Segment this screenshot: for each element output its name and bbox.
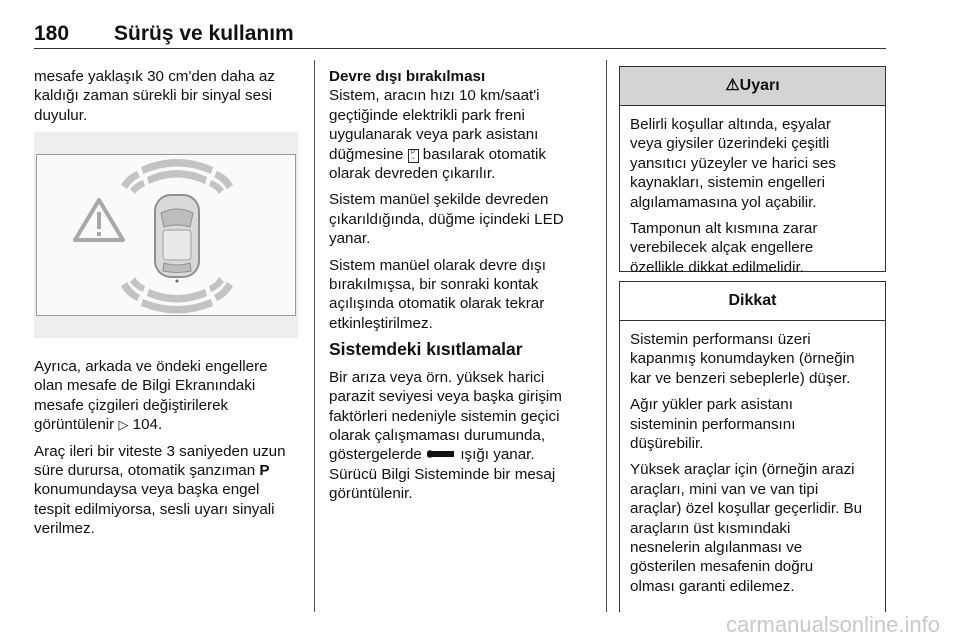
park-assist-indicator-icon — [426, 449, 456, 459]
page-number: 180 — [34, 22, 70, 45]
warning-header — [620, 67, 885, 106]
paragraph-limitations: Bir arıza veya örn. yüksek harici parazit seviyesi veya başka girişim faktörleri nedeniyle sistemin geçici olarak çalışmaması durumunda, göstergelerde ışığı yanar. Sürücü Bilgi Sisteminde bir mesaj görüntülenir. — [329, 368, 562, 503]
caution-paragraph-3: Yüksek araçlar için (örneğin arazi araçları, mini van ve van tipi araçlar) özel koşullar geçerlidir. Bu araçların üst kısmındaki nesnelerin algılanması ve gösterilen mesafenin doğru olması garanti edilemez. — [630, 461, 863, 595]
column-divider-1 — [314, 60, 315, 612]
paragraph-deactivation: Sistem, aracın hızı 10 km/saat'i geçtiğinde elektrikli park freni uygulanarak veya park asistanı düğmesine P ~ basılarak otomatik olarak devreden çıkarılır. — [329, 87, 546, 183]
page-reference[interactable]: 104. — [128, 416, 163, 434]
paragraph-ignition: Sistem manüel olarak devre dışı bırakılmışsa, bir sonraki kontak açılışında otomatik olarak tekrar etkinleştirilmez. — [329, 256, 546, 332]
column-divider-2 — [606, 60, 607, 612]
header-rule — [34, 48, 886, 49]
paragraph-transmission: Araç ileri bir viteste 3 saniyeden uzun süre durursa, otomatik şanzıman P konumundaysa veya başka engel tespit edilmiyorsa, sesli uyarı sinyali verilmez. — [34, 442, 286, 538]
paragraph-led: Sistem manüel şekilde devreden çıkarıldığında, düğme içindeki LED yanar. — [329, 191, 564, 248]
warning-symbol-icon: ⚠ — [725, 77, 740, 94]
caution-paragraph-1: Sistemin performansı üzeri kapanmış konumdayken (örneğin kar ve benzeri sebeplerle) düşer. — [630, 331, 855, 387]
warning-paragraph-2: Tamponun alt kısmına zarar verebilecek alçak engellere özellikle dikkat edilmelidir. — [630, 220, 818, 276]
intro-paragraph: mesafe yaklaşık 30 cm'den daha az kaldığı zaman sürekli bir sinyal sesi duyulur. — [34, 68, 275, 124]
heading-deactivation: Devre dışı bırakılması — [329, 68, 486, 85]
front-sensor-arcs-icon — [121, 159, 233, 194]
page-header — [34, 22, 294, 46]
park-assist-button-icon: P ~ — [408, 149, 419, 163]
paragraph-distance-lines: Ayrıca, arkada ve öndeki engellere olan mesafe de Bilgi Ekranındaki mesafe çizgileri değiştirilerek görüntülenir ▷ 104. — [34, 358, 268, 434]
car-top-view-icon — [155, 195, 199, 283]
caution-title: Dikkat — [620, 282, 885, 321]
watermark: carmanualsonline.info — [725, 612, 940, 637]
section-title: Sürüş ve kullanım — [114, 22, 294, 45]
column-1-lower — [34, 357, 306, 546]
warning-triangle-icon — [75, 200, 123, 240]
caution-paragraph-2: Ağır yükler park asistanı sisteminin performansını düşürebilir. — [630, 396, 796, 453]
warning-title: Uyarı — [739, 77, 780, 94]
column-1 — [34, 67, 306, 132]
warning-paragraph-1: Belirli koşullar altında, eşyalar veya giysiler üzerindeki çeşitli yansıtıcı yüzeyler ve harici ses kaynakları, sistemin engelleri algılamamasına yol açabilir. — [630, 116, 836, 211]
page-reference-arrow-icon: ▷ — [118, 417, 129, 433]
warning-box — [619, 66, 886, 276]
parking-sensor-illustration — [34, 132, 298, 338]
heading-limitations: Sistemdeki kısıtlamalar — [329, 339, 523, 360]
column-2 — [329, 67, 601, 511]
caution-box — [619, 281, 886, 612]
